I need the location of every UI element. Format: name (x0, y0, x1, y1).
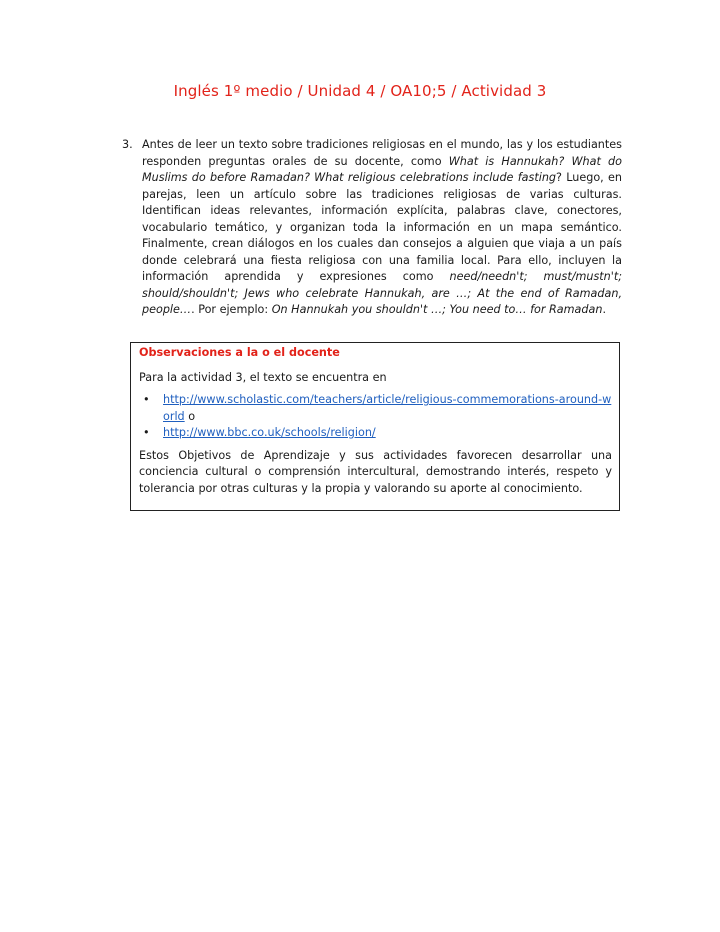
activity-item (122, 137, 622, 319)
teacher-notes-box (130, 342, 620, 511)
bullet-icon: • (143, 426, 150, 439)
activity-questions: What is Hannukah? What do Muslims do before Ramadan? What religious celebrations include fasting (142, 154, 622, 184)
resource-links-list (139, 392, 612, 442)
page-title: Inglés 1º medio / Unidad 4 / OA10;5 / Actividad 3 (173, 82, 547, 100)
activity-text (142, 137, 622, 319)
bullet-icon: • (143, 393, 150, 406)
activity-text-part-3: . Por ejemplo: (191, 303, 272, 316)
resource-link-item (139, 392, 612, 425)
notes-intro: Para la actividad 3, el texto se encuentra en (139, 370, 387, 384)
bbc-religion-link[interactable]: http://www.bbc.co.uk/schools/religion/ (163, 426, 376, 439)
notes-body: Estos Objetivos de Aprendizaje y sus actividades favorecen desarrollar una conciencia cultural o comprensión intercultural, demostrando interés, respeto y tolerancia por otras culturas y la propia y valorando su aporte al conocimiento. (139, 448, 612, 495)
activity-text-part-2: ? Luego, en parejas, leen un artículo sobre las tradiciones religiosas de varias culturas. Identifican ideas relevantes, información explícita, palabras clave, conectores, vocabulario temático, y organizan toda la información en un mapa semántico. Finalmente, crean diálogos en los cuales dan consejos a alguien que viaja a un país donde celebrará una fiesta religiosa con una familia local. Para ello, incluyen la información aprendida y expresiones como (142, 171, 622, 283)
scholastic-link[interactable]: http://www.scholastic.com/teachers/article/religious-commemorations-around-world (163, 393, 612, 423)
activity-number: 3. (122, 138, 133, 151)
resource-link-item (139, 425, 612, 442)
activity-text-part-1: Antes de leer un texto sobre tradiciones religiosas en el mundo, las y los estudiantes responden preguntas orales de su docente, como (142, 138, 622, 168)
activity-example: On Hannukah you shouldn't …; You need to… for Ramadan (271, 303, 603, 316)
activity-text-part-4: . (602, 303, 607, 316)
activity-expressions: need/needn't; must/mustn't; should/shouldn't; Jews who celebrate Hannukah, are …; At the end of Ramadan, people… (142, 270, 623, 316)
link-suffix: o (184, 409, 196, 423)
notes-heading: Observaciones a la o el docente (139, 346, 340, 359)
